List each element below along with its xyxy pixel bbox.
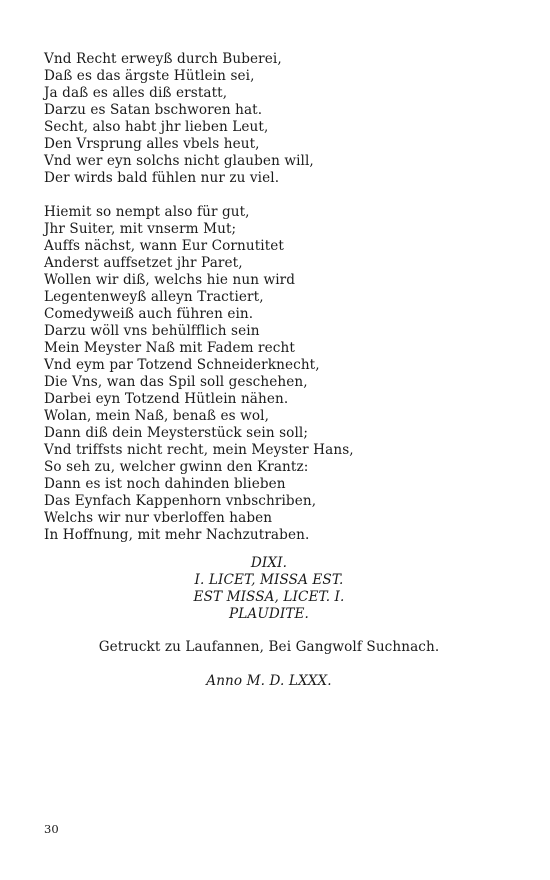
verse-line: Vnd Recht erweyß durch Buberei, <box>44 51 282 67</box>
page-number: 30 <box>44 822 59 836</box>
verse-line: Das Eynfach Kappenhorn vnbschriben, <box>44 493 317 509</box>
verse-line: Daß es das ärgste Hütlein sei, <box>44 68 255 84</box>
closing-line: PLAUDITE. <box>229 606 309 622</box>
verse-line: Auffs nächst, wann Eur Cornutitet <box>44 238 284 254</box>
verse-line: Comedyweiß auch führen ein. <box>44 306 254 322</box>
stanza-gap <box>44 187 504 204</box>
closing-formula <box>44 555 494 623</box>
verse-line: Darbei eyn Totzend Hütlein nähen. <box>44 391 289 407</box>
verse-line: Der wirds bald fühlen nur zu viel. <box>44 170 280 186</box>
verse-line: Darzu es Satan bschworen hat. <box>44 102 263 118</box>
imprint-line: Getruckt zu Laufannen, Bei Gangwolf Suchnach. <box>98 639 440 655</box>
stanza-2 <box>44 204 504 544</box>
verse-line: Anderst auffsetzet jhr Paret, <box>44 255 243 271</box>
verse-line: Secht, also habt jhr lieben Leut, <box>44 119 269 135</box>
verse-line: Vnd wer eyn solchs nicht glauben will, <box>44 153 314 169</box>
verse-line: Dann es ist noch dahinden blieben <box>44 476 286 492</box>
verse-line: Den Vrsprung alles vbels heut, <box>44 136 260 152</box>
closing-line: I. LICET, MISSA EST. <box>194 572 344 588</box>
printer-imprint <box>44 639 494 656</box>
verse-line: Wollen wir diß, welchs hie nun wird <box>44 272 296 288</box>
verse-line: Ja daß es alles diß erstatt, <box>44 85 228 101</box>
verse-line: Vnd triffsts nicht recht, mein Meyster Hans, <box>44 442 354 458</box>
publication-year <box>44 673 494 690</box>
year-line: Anno M. D. LXXX. <box>206 673 332 689</box>
verse-line: Welchs wir nur vberloffen haben <box>44 510 273 526</box>
stanza-1 <box>44 51 504 187</box>
verse-line: Legentenweyß alleyn Tractiert, <box>44 289 264 305</box>
verse-line: Vnd eym par Totzend Schneiderknecht, <box>44 357 320 373</box>
verse-line: Dann diß dein Meysterstück sein soll; <box>44 425 309 441</box>
closing-line: DIXI. <box>250 555 288 571</box>
verse-line: Mein Meyster Naß mit Fadem recht <box>44 340 295 356</box>
verse-line: Jhr Suiter, mit vnserm Mut; <box>44 221 237 237</box>
verse-line: So seh zu, welcher gwinn den Krantz: <box>44 459 309 475</box>
verse-line: In Hoffnung, mit mehr Nachzutraben. <box>44 527 310 543</box>
verse-line: Darzu wöll vns behülfflich sein <box>44 323 260 339</box>
closing-line: EST MISSA, LICET. I. <box>193 589 345 605</box>
verse-line: Wolan, mein Naß, benaß es wol, <box>44 408 269 424</box>
poem-body <box>44 51 504 544</box>
verse-line: Hiemit so nempt also für gut, <box>44 204 250 220</box>
verse-line: Die Vns, wan das Spil soll geschehen, <box>44 374 308 390</box>
